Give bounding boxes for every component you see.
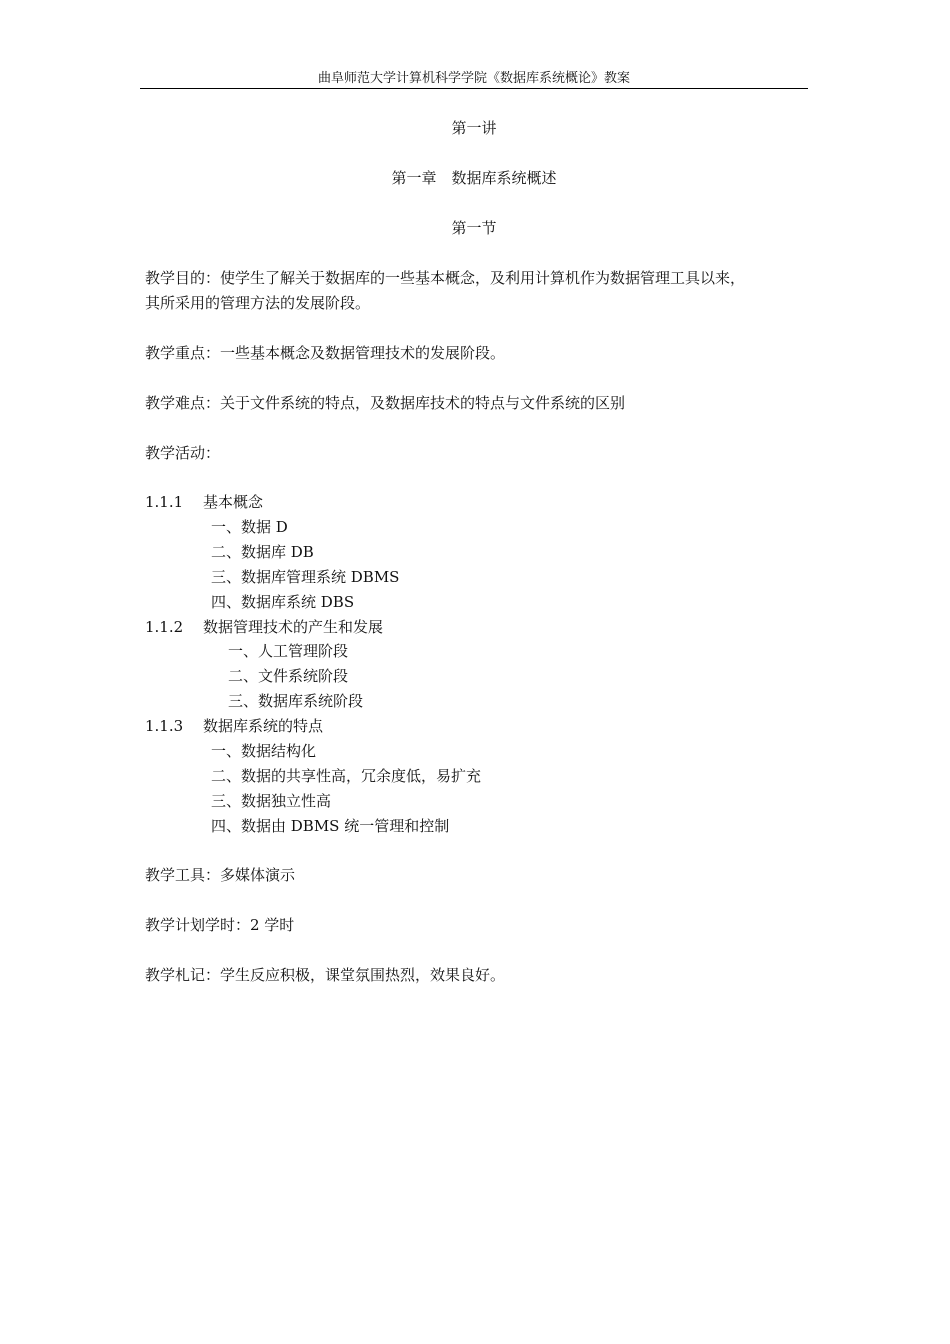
lecture-title: 第一讲 <box>451 119 497 137</box>
teaching-notes: 教学札记：学生反应积极，课堂氛围热烈，效果良好。 <box>145 966 506 984</box>
outline-number: 1.1.2 <box>145 618 184 636</box>
outline-item: 一、人工管理阶段 <box>228 642 349 660</box>
outline-item: 四、数据由 DBMS 统一管理和控制 <box>211 817 450 835</box>
chapter-title: 第一章 数据库系统概述 <box>391 169 557 187</box>
header-rule <box>140 88 808 89</box>
objective-line-2: 其所采用的管理方法的发展阶段。 <box>145 294 371 312</box>
activities-label: 教学活动： <box>145 444 221 462</box>
outline-item: 二、数据的共享性高，冗余度低，易扩充 <box>211 767 482 785</box>
outline-number: 1.1.1 <box>145 493 184 511</box>
outline-heading <box>145 716 323 736</box>
outline-item: 三、数据独立性高 <box>211 792 332 810</box>
outline-item: 三、数据库系统阶段 <box>228 692 364 710</box>
objective-line-1: 教学目的：使学生了解关于数据库的一些基本概念，及利用计算机作为数据管理工具以来， <box>145 269 746 287</box>
section-title: 第一节 <box>451 219 497 237</box>
difficulties: 教学难点：关于文件系统的特点，及数据库技术的特点与文件系统的区别 <box>145 394 626 412</box>
teaching-tools: 教学工具：多媒体演示 <box>145 866 296 884</box>
outline-title: 数据管理技术的产生和发展 <box>203 618 384 636</box>
planned-hours: 教学计划学时：2 学时 <box>145 916 295 934</box>
outline-item: 一、数据结构化 <box>211 742 317 760</box>
outline-heading <box>145 617 383 637</box>
outline-item: 三、数据库管理系统 DBMS <box>211 568 400 586</box>
outline-item: 一、数据 D <box>211 518 288 536</box>
outline-title: 基本概念 <box>203 493 264 511</box>
outline-number: 1.1.3 <box>145 717 184 735</box>
page-header: 曲阜师范大学计算机科学学院《数据库系统概论》教案 <box>317 71 630 86</box>
outline-heading <box>145 492 263 512</box>
outline-item: 四、数据库系统 DBS <box>211 593 355 611</box>
key-points: 教学重点：一些基本概念及数据管理技术的发展阶段。 <box>145 344 506 362</box>
outline-title: 数据库系统的特点 <box>203 717 324 735</box>
outline-item: 二、数据库 DB <box>211 543 314 561</box>
outline-item: 二、文件系统阶段 <box>228 667 349 685</box>
